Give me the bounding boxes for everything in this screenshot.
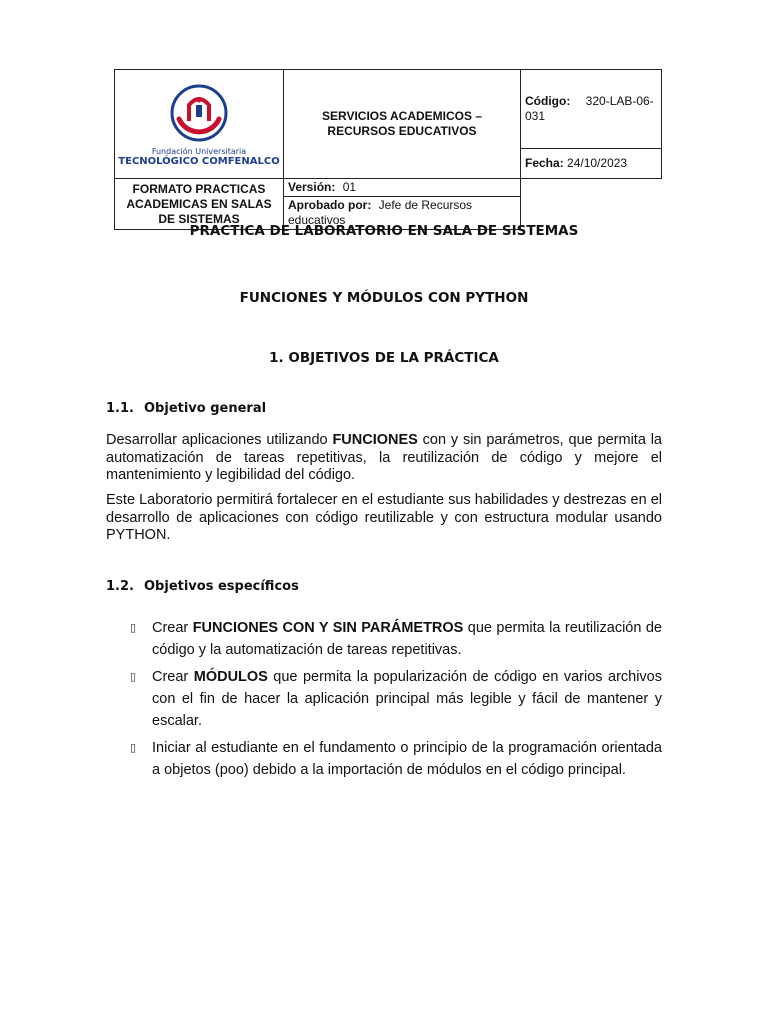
list-item-text: Crear MÓDULOS que permita la popularización de código en varios archivos con el fin de hacer la aplicación principal más legible y fácil de mantener y escalar. (152, 669, 663, 729)
list-item (130, 737, 662, 781)
para1-bold: FUNCIONES (332, 432, 418, 448)
subheading-number: 1.1. (106, 401, 134, 416)
main-title: PRACTICA DE LABORATORIO EN SALA DE SISTEMAS (189, 223, 579, 239)
list-item-text: Crear FUNCIONES CON Y SIN PARÁMETROS que permita la reutilización de código y la automatización de tareas repetitivas. (152, 620, 662, 658)
bullet-box-icon: ▯ (130, 621, 137, 634)
para1-text-end: con y sin parámetros, que permita la automatización de tareas repetitivas, la reutilización de código y mejore el mantenimiento y legibilidad del código. (106, 432, 662, 484)
version-label: Versión: (288, 180, 336, 194)
subheading-label: Objetivos específicos (144, 579, 299, 594)
codigo-label: Código: (525, 94, 571, 108)
document-header-table (114, 69, 662, 230)
version-cell (284, 179, 521, 197)
fecha-value: 24/10/2023 (567, 156, 628, 170)
aprobado-label: Aprobado por: (288, 198, 372, 212)
subheading-number: 1.2. (106, 579, 134, 594)
logo-text-line2: TECNOLÓGICO COMFENALCO (118, 156, 280, 167)
institution-logo-icon (167, 81, 231, 145)
subheading-objetivos-especificos (106, 579, 299, 594)
logo-text-line1: Fundación Universitaria (151, 147, 247, 156)
header-title-bottom: FORMATO PRACTICAS ACADEMICAS EN SALAS DE SISTEMAS (115, 179, 284, 230)
aprobado-value: Jefe de Recursos educativos (288, 198, 473, 227)
fecha-label: Fecha: (525, 156, 564, 170)
header-title-top: SERVICIOS ACADEMICOS – RECURSOS EDUCATIVOS (284, 70, 521, 179)
logo-cell (115, 70, 284, 179)
topic-title: FUNCIONES Y MÓDULOS CON PYTHON (239, 290, 529, 306)
list-item (130, 617, 662, 661)
para1-text-start: Desarrollar aplicaciones utilizando (106, 432, 333, 448)
paragraph-laboratorio: Este Laboratorio permitirá fortalecer en el estudiante sus habilidades y destrezas en el desarrollo de aplicaciones con código reutilizable y con estructura modular usando PYTHON. (106, 492, 662, 544)
paragraph-objetivo-general (106, 432, 662, 485)
list-item (130, 666, 662, 732)
bullet-box-icon: ▯ (130, 741, 137, 754)
subheading-objetivo-general (106, 401, 266, 416)
list-item-text: Iniciar al estudiante en el fundamento o principio de la programación orientada a objetos (poo) debido a la importación de módulos en el código principal. (152, 740, 662, 778)
bullet-box-icon: ▯ (130, 670, 137, 683)
codigo-value: 320-LAB-06-031 (525, 94, 654, 123)
objectives-list (130, 617, 662, 786)
subheading-label: Objetivo general (144, 401, 267, 416)
fecha-cell (521, 149, 662, 179)
section-heading-objetivos: 1. OBJETIVOS DE LA PRÁCTICA (269, 350, 499, 366)
codigo-cell (521, 70, 662, 149)
version-value: 01 (342, 180, 357, 194)
